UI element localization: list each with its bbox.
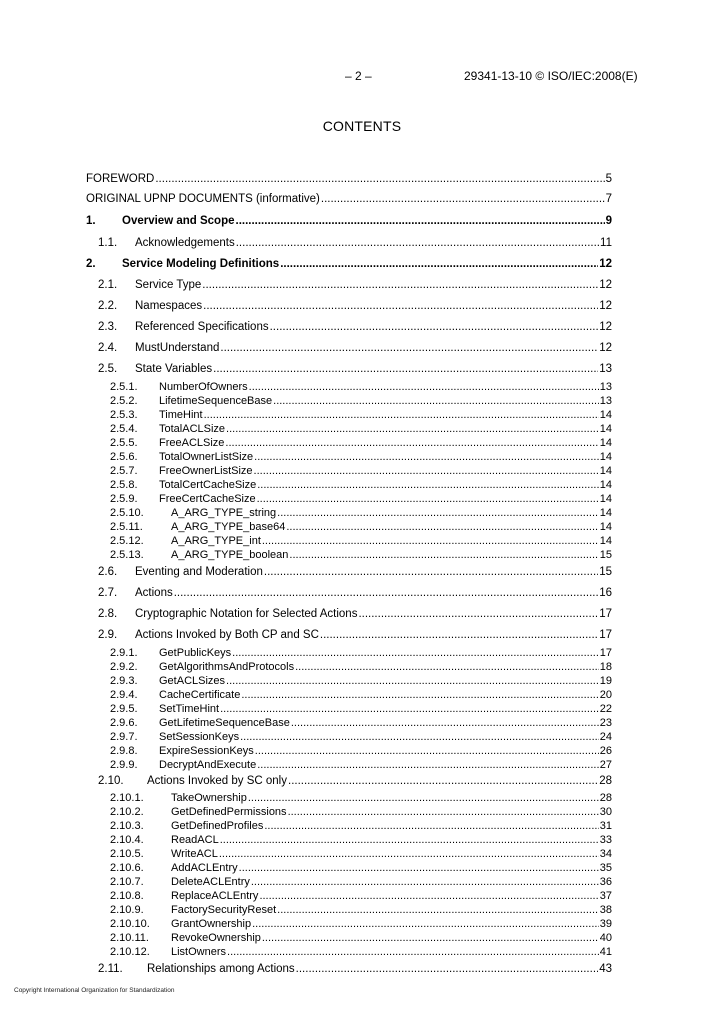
toc-entry-page: 5: [605, 173, 612, 185]
toc-entry-number: 2.10.9.: [110, 904, 144, 916]
toc-entry[interactable]: [110, 745, 612, 757]
toc-entry-page: 17: [599, 608, 612, 620]
toc-entry-page: 15: [599, 549, 612, 561]
page-title: CONTENTS: [322, 118, 402, 134]
toc-entry[interactable]: [98, 342, 612, 354]
toc-entry-page: 23: [599, 717, 612, 729]
toc-leader-dots: [226, 675, 599, 687]
toc-leader-dots: [288, 806, 599, 818]
toc-entry[interactable]: [86, 258, 612, 270]
toc-entry-number: 2.10.6.: [110, 862, 144, 874]
toc-leader-dots: [174, 587, 598, 599]
toc-entry[interactable]: [110, 437, 612, 449]
toc-entry-page: 14: [599, 437, 612, 449]
toc-entry-number: 2.5.10.: [110, 507, 144, 519]
toc-entry-number: 2.5.7.: [110, 465, 138, 477]
toc-leader-dots: [295, 661, 599, 673]
toc-entry[interactable]: [86, 193, 612, 205]
toc-entry-number: 2.5.9.: [110, 493, 138, 505]
toc-entry[interactable]: [110, 423, 612, 435]
toc-entry-label: GetDefinedProfiles: [171, 820, 264, 832]
toc-entry-page: 26: [599, 745, 612, 757]
toc-leader-dots: [262, 932, 599, 944]
toc-entry-number: 2.9.9.: [110, 759, 138, 771]
toc-entry-page: 12: [599, 342, 612, 354]
toc-entry-label: SetTimeHint: [159, 703, 220, 715]
toc-leader-dots: [232, 647, 599, 659]
toc-entry[interactable]: [98, 300, 612, 312]
toc-entry-number: 2.9.8.: [110, 745, 138, 757]
toc-entry-number: 2.10.2.: [110, 806, 144, 818]
toc-entry-page: 33: [599, 834, 612, 846]
toc-entry-number: 2.5.4.: [110, 423, 138, 435]
toc-entry-page: 30: [599, 806, 612, 818]
toc-entry-number: 2.10.3.: [110, 820, 144, 832]
toc-entry[interactable]: [110, 932, 612, 944]
toc-entry[interactable]: [110, 535, 612, 547]
toc-entry-page: 28: [599, 792, 612, 804]
toc-entry-label: LifetimeSequenceBase: [159, 395, 273, 407]
toc-leader-dots: [277, 507, 599, 519]
toc-entry-page: 41: [599, 946, 612, 958]
toc-entry-page: 13: [599, 363, 612, 375]
toc-entry[interactable]: [110, 731, 612, 743]
toc-entry-label: DecryptAndExecute: [159, 759, 257, 771]
toc-entry-page: 16: [599, 587, 612, 599]
toc-entry[interactable]: [110, 806, 612, 818]
toc-entry-number: 2.5.12.: [110, 535, 144, 547]
toc-entry[interactable]: [110, 820, 612, 832]
toc-entry[interactable]: [110, 848, 612, 860]
toc-entry-number: 2.10.1.: [110, 792, 144, 804]
toc-entry-number: 2.10.10.: [110, 918, 150, 930]
toc-entry-label: FreeCertCacheSize: [159, 493, 256, 505]
toc-entry-label: A_ARG_TYPE_int: [171, 535, 261, 547]
toc-entry-number: 1.: [86, 215, 96, 227]
toc-entry-label: CacheCertificate: [159, 689, 241, 701]
toc-leader-dots: [291, 717, 599, 729]
toc-entry[interactable]: [110, 381, 612, 393]
toc-leader-dots: [202, 279, 598, 291]
toc-leader-dots: [321, 193, 605, 205]
toc-entry[interactable]: [98, 608, 612, 620]
toc-leader-dots: [255, 745, 599, 757]
toc-leader-dots: [259, 890, 598, 902]
toc-entry[interactable]: [110, 675, 612, 687]
toc-leader-dots: [270, 321, 599, 333]
toc-entry[interactable]: [110, 717, 612, 729]
toc-entry-page: 9: [605, 215, 612, 227]
toc-entry-label: FactorySecurityReset: [171, 904, 277, 916]
toc-entry[interactable]: [110, 689, 612, 701]
toc-entry-number: 2.5.2.: [110, 395, 138, 407]
toc-entry-page: 39: [599, 918, 612, 930]
toc-entry-page: 7: [605, 193, 612, 205]
toc-leader-dots: [257, 493, 599, 505]
toc-entry-label: ListOwners: [171, 946, 227, 958]
toc-entry-label: GetAlgorithmsAndProtocols: [159, 661, 295, 673]
toc-leader-dots: [264, 820, 598, 832]
toc-leader-dots: [240, 731, 599, 743]
toc-leader-dots: [213, 363, 598, 375]
toc-entry-label: Actions: [135, 587, 173, 599]
toc-entry-number: 2.5.8.: [110, 479, 138, 491]
toc-entry-number: 2.5.1.: [110, 381, 138, 393]
toc-entry-page: 31: [599, 820, 612, 832]
toc-entry-page: 35: [599, 862, 612, 874]
toc-leader-dots: [219, 848, 599, 860]
toc-entry-label: AddACLEntry: [171, 862, 238, 874]
toc-entry-label: Service Type: [135, 279, 202, 291]
toc-leader-dots: [239, 862, 599, 874]
toc-leader-dots: [262, 535, 599, 547]
toc-entry-page: 40: [599, 932, 612, 944]
toc-leader-dots: [288, 775, 598, 787]
toc-entry[interactable]: [98, 321, 612, 333]
toc-entry-label: Acknowledgements: [135, 237, 235, 249]
toc-entry-page: 19: [599, 675, 612, 687]
toc-entry-number: 2.10.5.: [110, 848, 144, 860]
toc-entry[interactable]: [110, 647, 612, 659]
toc-entry-label: FOREWORD: [86, 173, 155, 185]
toc-entry-page: 14: [599, 479, 612, 491]
toc-leader-dots: [226, 423, 599, 435]
toc-entry-label: TotalACLSize: [159, 423, 226, 435]
toc-entry-label: FreeACLSize: [159, 437, 225, 449]
toc-leader-dots: [264, 566, 598, 578]
toc-entry[interactable]: [110, 904, 612, 916]
toc-entry-number: 2.11.: [98, 963, 123, 975]
toc-entry-label: TimeHint: [159, 409, 203, 421]
toc-entry-page: 14: [599, 521, 612, 533]
toc-entry-number: 2.5.6.: [110, 451, 138, 463]
toc-entry[interactable]: [98, 237, 612, 249]
toc-entry-label: A_ARG_TYPE_string: [171, 507, 277, 519]
toc-entry-label: ReadACL: [171, 834, 219, 846]
toc-entry-number: 2.10.8.: [110, 890, 144, 902]
toc-entry-number: 2.6.: [98, 566, 118, 578]
toc-entry-page: 14: [599, 465, 612, 477]
toc-entry-label: Relationships among Actions: [147, 963, 295, 975]
toc-entry[interactable]: [110, 834, 612, 846]
toc-entry-number: 2.8.: [98, 608, 118, 620]
toc-leader-dots: [220, 703, 599, 715]
toc-entry-label: GetLifetimeSequenceBase: [159, 717, 290, 729]
toc-entry[interactable]: [110, 661, 612, 673]
toc-entry-label: TotalCertCacheSize: [159, 479, 257, 491]
toc-entry-page: 14: [599, 507, 612, 519]
toc-leader-dots: [241, 689, 598, 701]
toc-entry-label: WriteACL: [171, 848, 218, 860]
toc-leader-dots: [280, 258, 598, 270]
toc-leader-dots: [289, 549, 598, 561]
toc-leader-dots: [236, 215, 605, 227]
toc-entry-number: 2.9.6.: [110, 717, 138, 729]
toc-leader-dots: [254, 451, 599, 463]
toc-entry-number: 2.5.5.: [110, 437, 138, 449]
toc-entry-number: 2.4.: [98, 342, 118, 354]
toc-entry[interactable]: [110, 703, 612, 715]
toc-entry-page: 38: [599, 904, 612, 916]
toc-entry-page: 11: [600, 237, 612, 249]
toc-leader-dots: [296, 963, 599, 975]
toc-entry-page: 24: [599, 731, 612, 743]
toc-leader-dots: [236, 237, 599, 249]
toc-entry-page: 18: [599, 661, 612, 673]
toc-entry-label: Cryptographic Notation for Selected Actions: [135, 608, 358, 620]
toc-entry-number: 2.5.11.: [110, 521, 143, 533]
toc-entry-number: 2.9.2.: [110, 661, 138, 673]
toc-entry-page: 28: [599, 775, 612, 787]
toc-entry[interactable]: [110, 409, 612, 421]
toc-entry-page: 14: [599, 451, 612, 463]
toc-entry[interactable]: [98, 566, 612, 578]
toc-entry-page: 17: [599, 629, 612, 641]
toc-leader-dots: [249, 381, 599, 393]
toc-entry-label: DeleteACLEntry: [171, 876, 250, 888]
toc-entry-number: 2.10.12.: [110, 946, 150, 958]
toc-entry-label: A_ARG_TYPE_boolean: [171, 549, 289, 561]
toc-entry-label: TotalOwnerListSize: [159, 451, 254, 463]
toc-entry-label: GrantOwnership: [171, 918, 252, 930]
toc-entry-label: FreeOwnerListSize: [159, 465, 253, 477]
toc-leader-dots: [225, 437, 598, 449]
toc-entry-page: 12: [599, 258, 612, 270]
toc-entry-number: 2.5.13.: [110, 549, 144, 561]
toc-entry[interactable]: [98, 775, 612, 787]
toc-entry-label: GetACLSizes: [159, 675, 226, 687]
toc-entry-label: Actions Invoked by Both CP and SC: [135, 629, 319, 641]
toc-entry-label: MustUnderstand: [135, 342, 220, 354]
toc-entry-number: 2.9.7.: [110, 731, 138, 743]
toc-entry[interactable]: [110, 890, 612, 902]
toc-entry-label: State Variables: [135, 363, 213, 375]
toc-entry-page: 13: [599, 395, 612, 407]
toc-entry[interactable]: [86, 215, 612, 227]
toc-leader-dots: [286, 521, 598, 533]
toc-leader-dots: [155, 173, 604, 185]
toc-entry-label: ORIGINAL UPNP DOCUMENTS (informative): [86, 193, 320, 205]
toc-leader-dots: [273, 395, 599, 407]
toc-entry[interactable]: [98, 363, 612, 375]
toc-entry-number: 2.1.: [98, 279, 118, 291]
toc-entry-page: 43: [599, 963, 612, 975]
toc-entry[interactable]: [110, 507, 612, 519]
toc-entry-page: 37: [599, 890, 612, 902]
toc-entry-number: 2.5.3.: [110, 409, 138, 421]
toc-entry-label: Actions Invoked by SC only: [147, 775, 287, 787]
toc-leader-dots: [227, 946, 599, 958]
toc-leader-dots: [254, 465, 599, 477]
standard-identifier: 29341-13-10 © ISO/IEC:2008(E): [464, 69, 638, 83]
toc-leader-dots: [358, 608, 598, 620]
toc-entry-page: 13: [599, 381, 612, 393]
toc-entry-page: 14: [599, 423, 612, 435]
toc-entry[interactable]: [98, 963, 612, 975]
toc-entry-page: 36: [599, 876, 612, 888]
toc-leader-dots: [257, 479, 599, 491]
toc-entry-number: 2.10.: [98, 775, 124, 787]
toc-leader-dots: [220, 342, 598, 354]
toc-entry-label: SetSessionKeys: [159, 731, 240, 743]
page-number: – 2 –: [345, 69, 372, 83]
toc-entry-label: Service Modeling Definitions: [122, 258, 280, 270]
toc-entry[interactable]: [110, 451, 612, 463]
toc-entry-page: 12: [599, 279, 612, 291]
toc-entry-label: GetPublicKeys: [159, 647, 232, 659]
toc-leader-dots: [220, 834, 599, 846]
toc-entry-page: 17: [599, 647, 612, 659]
toc-entry-page: 34: [599, 848, 612, 860]
toc-entry[interactable]: [86, 173, 612, 185]
toc-entry-page: 14: [599, 409, 612, 421]
toc-leader-dots: [277, 904, 599, 916]
toc-entry-number: 2.2.: [98, 300, 118, 312]
copyright-footer: Copyright International Organization for Standardization: [14, 987, 175, 994]
toc-leader-dots: [204, 409, 599, 421]
toc-entry[interactable]: [110, 521, 612, 533]
toc-entry-number: 2.: [86, 258, 96, 270]
toc-entry-label: TakeOwnership: [171, 792, 247, 804]
toc-entry-number: 1.1.: [98, 237, 118, 249]
toc-entry[interactable]: [110, 493, 612, 505]
toc-entry-page: 14: [599, 493, 612, 505]
toc-entry[interactable]: [110, 792, 612, 804]
toc-entry-number: 2.10.4.: [110, 834, 144, 846]
toc-entry-page: 12: [599, 300, 612, 312]
toc-entry[interactable]: [98, 587, 612, 599]
toc-entry-number: 2.10.11.: [110, 932, 149, 944]
toc-entry-label: Overview and Scope: [122, 215, 235, 227]
toc-entry[interactable]: [110, 862, 612, 874]
toc-entry-page: 12: [599, 321, 612, 333]
toc-entry-number: 2.9.1.: [110, 647, 138, 659]
toc-entry-label: Referenced Specifications: [135, 321, 269, 333]
toc-leader-dots: [320, 629, 598, 641]
toc-entry-page: 20: [599, 689, 612, 701]
toc-entry[interactable]: [110, 479, 612, 491]
toc-entry[interactable]: [110, 759, 612, 771]
toc-entry[interactable]: [110, 918, 612, 930]
toc-leader-dots: [203, 300, 598, 312]
toc-entry[interactable]: [98, 629, 612, 641]
toc-entry-page: 22: [599, 703, 612, 715]
toc-entry[interactable]: [110, 465, 612, 477]
toc-entry-number: 2.9.3.: [110, 675, 138, 687]
toc-entry-label: NumberOfOwners: [159, 381, 248, 393]
toc-entry-page: 27: [599, 759, 612, 771]
toc-entry[interactable]: [98, 279, 612, 291]
toc-entry-number: 2.10.7.: [110, 876, 144, 888]
toc-entry-label: ReplaceACLEntry: [171, 890, 259, 902]
toc-entry-label: A_ARG_TYPE_base64: [171, 521, 286, 533]
toc-entry-page: 15: [599, 566, 612, 578]
toc-entry-number: 2.9.5.: [110, 703, 138, 715]
toc-entry-label: Namespaces: [135, 300, 203, 312]
toc-entry-label: GetDefinedPermissions: [171, 806, 287, 818]
toc-entry-number: 2.5.: [98, 363, 118, 375]
toc-entry-number: 2.9.: [98, 629, 118, 641]
toc-leader-dots: [252, 918, 599, 930]
toc-entry-number: 2.7.: [98, 587, 118, 599]
toc-entry[interactable]: [110, 946, 612, 958]
toc-leader-dots: [257, 759, 599, 771]
toc-entry[interactable]: [110, 395, 612, 407]
toc-entry-page: 14: [599, 535, 612, 547]
toc-entry[interactable]: [110, 876, 612, 888]
toc-entry-label: Eventing and Moderation: [135, 566, 263, 578]
toc-leader-dots: [248, 792, 599, 804]
toc-entry[interactable]: [110, 549, 612, 561]
toc-leader-dots: [251, 876, 599, 888]
toc-entry-number: 2.3.: [98, 321, 118, 333]
toc-entry-number: 2.9.4.: [110, 689, 138, 701]
toc-entry-label: RevokeOwnership: [171, 932, 261, 944]
toc-entry-label: ExpireSessionKeys: [159, 745, 254, 757]
